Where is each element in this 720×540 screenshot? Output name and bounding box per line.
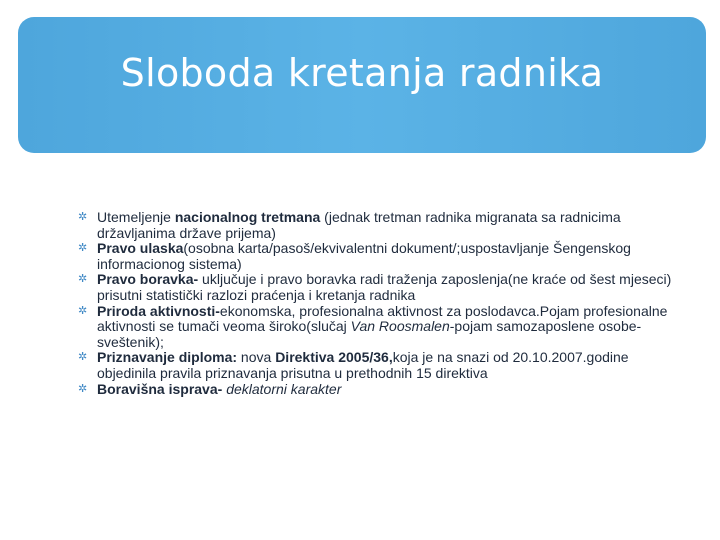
bullet-bold-text: nacionalnog tretmana — [174, 209, 321, 225]
bullet-text: (osobna karta/pasoš/ekvivalentni dokument/;uspostavljanje Šengenskog informacionog sistema) — [97, 240, 631, 272]
bullet-list — [78, 210, 678, 397]
bullet-bold-text: Boravišna isprava- — [97, 380, 223, 397]
list-item — [78, 210, 678, 241]
bullet-bold-text: Priznavanje diploma: — [97, 349, 238, 366]
bullet-text: (jednak tretman radnika migranata sa radnicima državljanima države prijema) — [97, 209, 621, 241]
bullet-text: nova — [237, 349, 276, 366]
bullet-bold-text: Pravo ulaska — [97, 240, 184, 257]
title-band — [18, 17, 706, 153]
bullet-text: koja je na snazi od 20.10.2007.godine objedinila pravila priznavanja prisutna u prethodnih 15 direktiva — [97, 349, 629, 381]
bullet-italic-text: Van Roosmalen — [350, 318, 450, 335]
bullet-italic-text: deklatorni karakter — [226, 380, 342, 397]
bullet-text: uključuje i pravo boravka radi traženja zaposlenja(ne kraće od šest mjeseci) prisutni statistički razlozi praćenja i kretanja radnika — [97, 271, 672, 303]
bullet-bold-text: Direktiva 2005/36, — [275, 349, 393, 366]
asterisk-bullet-icon: ✲ — [78, 304, 88, 317]
bullet-text: ekonomska, profesionalna aktivnost za poslodavca.Pojam profesionalne aktivnosti se tumači veoma široko(slučaj — [97, 302, 668, 335]
asterisk-bullet-icon: ✲ — [78, 382, 88, 395]
list-item — [78, 382, 678, 398]
asterisk-bullet-icon: ✲ — [78, 273, 88, 286]
asterisk-bullet-icon: ✲ — [78, 211, 88, 223]
slide-title: Sloboda kretanja radnika — [120, 51, 604, 95]
list-item — [78, 241, 678, 272]
bullet-text: -pojam samozaposlene osobe-sveštenik); — [97, 318, 642, 350]
bullet-bold-text: Pravo boravka- — [97, 271, 199, 288]
list-item — [78, 304, 678, 351]
bullet-bold-text: Priroda aktivnosti- — [97, 302, 220, 319]
asterisk-bullet-icon: ✲ — [78, 242, 88, 255]
bullet-text: Utemeljenje — [97, 209, 175, 225]
list-item — [78, 272, 678, 303]
asterisk-bullet-icon: ✲ — [78, 351, 88, 364]
list-item — [78, 350, 678, 381]
